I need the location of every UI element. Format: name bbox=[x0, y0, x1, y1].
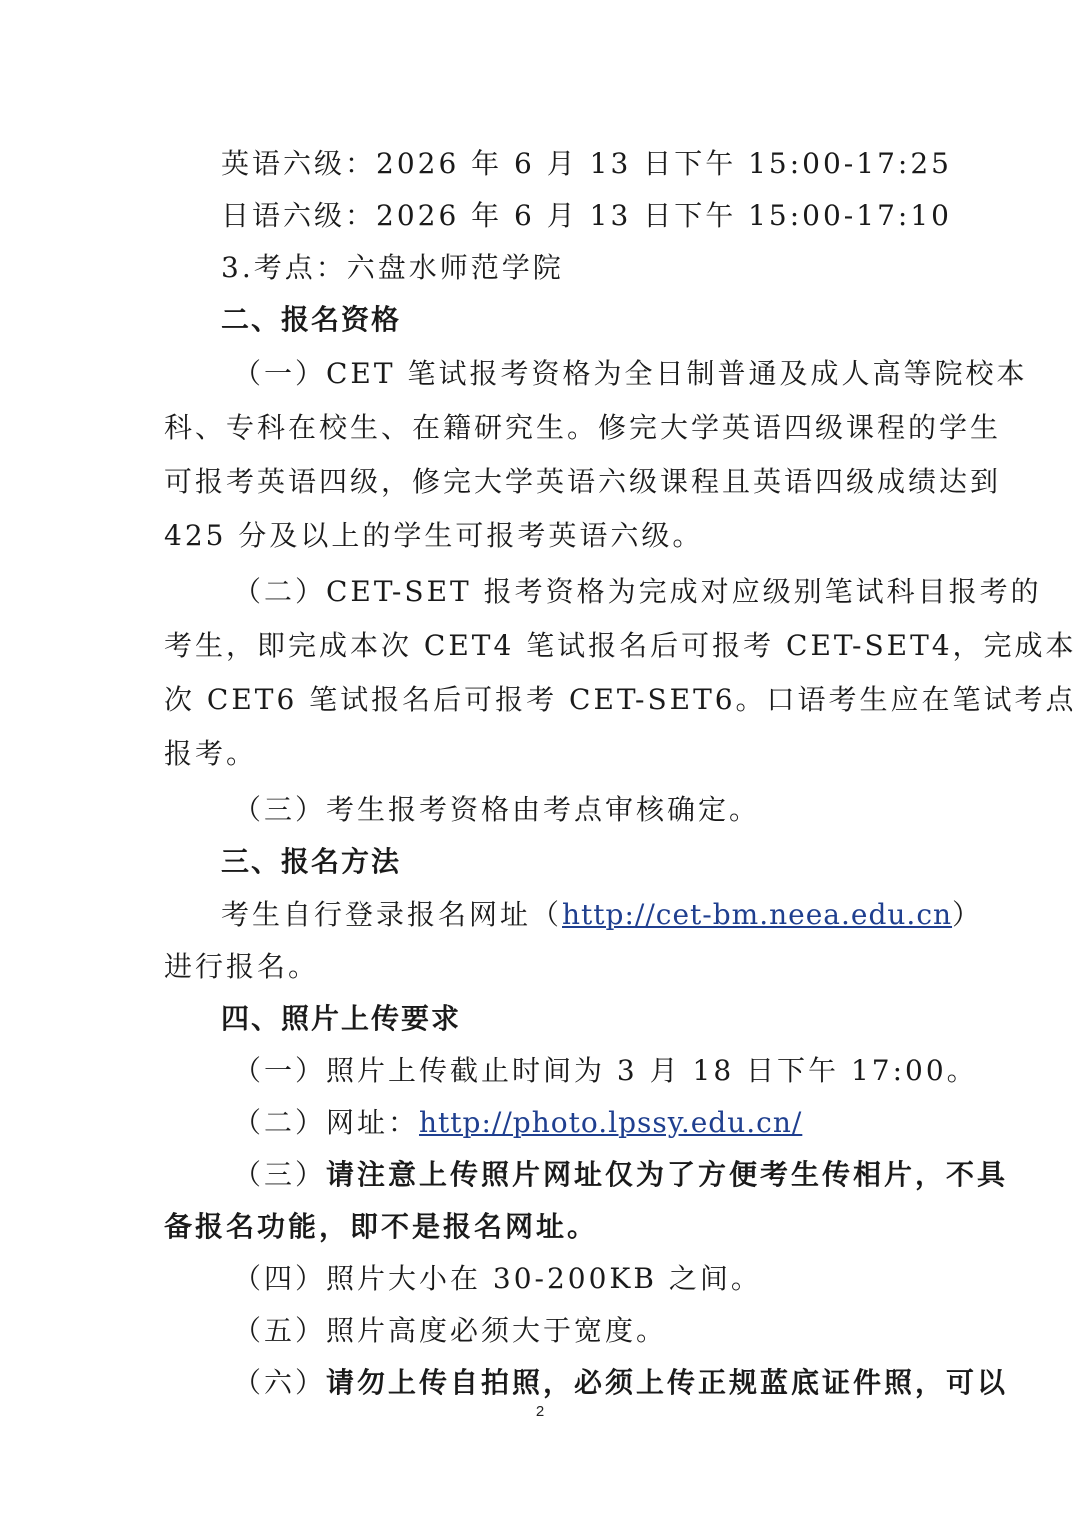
photo-url-line bbox=[233, 1103, 1080, 1143]
schedule-english-six: 英语六级：2026 年 6 月 13 日下午 15:00-17:25 bbox=[221, 147, 952, 180]
photo-notice-text: 请注意上传照片网址仅为了方便考生传相片，不具 bbox=[326, 1158, 1009, 1191]
photo-size-rule: （四）照片大小在 30-200KB 之间。 bbox=[233, 1262, 762, 1295]
photo-upload-url-link[interactable]: http://photo.lpssy.edu.cn/ bbox=[419, 1106, 803, 1139]
section3-line2: 进行报名。 bbox=[164, 950, 320, 983]
section2-p1-line4: 425 分及以上的学生可报考英语六级。 bbox=[164, 519, 704, 552]
photo-selfie-number: （六） bbox=[233, 1366, 327, 1399]
section3-line1-prefix: 考生自行登录报名网址（ bbox=[221, 898, 563, 931]
exam-venue: 3.考点：六盘水师范学院 bbox=[221, 251, 564, 284]
photo-selfie-rule bbox=[233, 1363, 1080, 1403]
section2-p1-line1: （一）CET 笔试报考资格为全日制普通及成人高等院校本 bbox=[233, 357, 1028, 390]
section4-heading: 四、照片上传要求 bbox=[221, 1002, 462, 1035]
registration-url-link[interactable]: http://cet-bm.neea.edu.cn bbox=[562, 898, 953, 931]
photo-notice-line1 bbox=[233, 1155, 1080, 1195]
section2-p1-line2: 科、专科在校生、在籍研究生。修完大学英语四级课程的学生 bbox=[164, 411, 1002, 444]
section2-p2-line1: （二）CET-SET 报考资格为完成对应级别笔试科目报考的 bbox=[233, 575, 1042, 608]
schedule-japanese-six: 日语六级：2026 年 6 月 13 日下午 15:00-17:10 bbox=[221, 199, 952, 232]
section2-heading: 二、报名资格 bbox=[221, 303, 402, 336]
section2-p1-line3: 可报考英语四级，修完大学英语六级课程且英语四级成绩达到 bbox=[164, 465, 1002, 498]
section2-p2-line3: 次 CET6 笔试报名后可报考 CET-SET6。口语考生应在笔试考点 bbox=[164, 683, 1077, 716]
section3-line1 bbox=[221, 895, 1080, 935]
section2-p2-line2: 考生，即完成本次 CET4 笔试报名后可报考 CET-SET4，完成本 bbox=[164, 629, 1077, 662]
section2-p3: （三）考生报考资格由考点审核确定。 bbox=[233, 793, 761, 826]
photo-selfie-text: 请勿上传自拍照，必须上传正规蓝底证件照，可以 bbox=[326, 1366, 1009, 1399]
section2-p2-line4: 报考。 bbox=[164, 737, 258, 770]
section3-heading: 三、报名方法 bbox=[221, 845, 402, 878]
photo-url-label: （二）网址： bbox=[233, 1106, 420, 1139]
photo-deadline: （一）照片上传截止时间为 3 月 18 日下午 17:00。 bbox=[233, 1054, 978, 1087]
section3-line1-suffix: ） bbox=[952, 898, 984, 931]
photo-notice-number: （三） bbox=[233, 1158, 327, 1191]
page-number: 2 bbox=[535, 1403, 545, 1420]
photo-dimension-rule: （五）照片高度必须大于宽度。 bbox=[233, 1314, 668, 1347]
photo-notice-line2: 备报名功能，即不是报名网址。 bbox=[164, 1210, 599, 1243]
